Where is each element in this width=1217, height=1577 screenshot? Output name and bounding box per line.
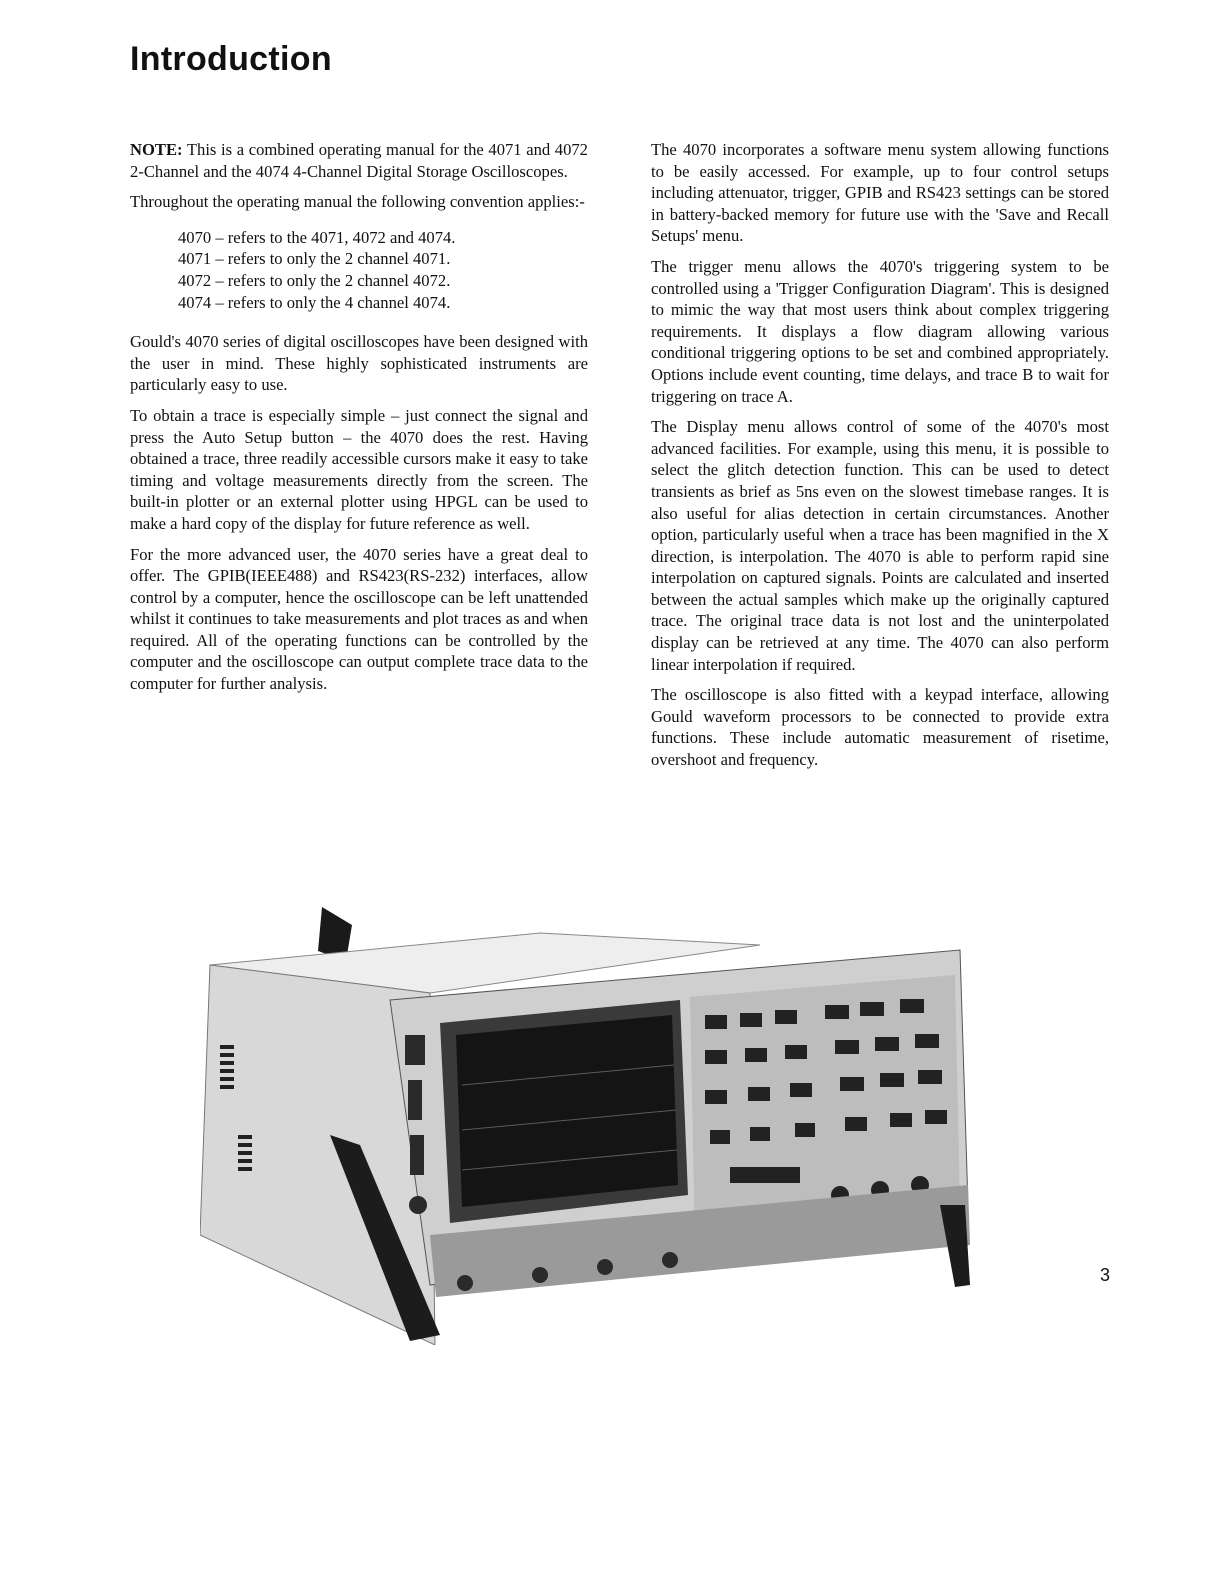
body-paragraph: The oscilloscope is also fitted with a keypad interface, allowing Gould waveform processors to be connected to provide extra functions. These include automatic measurement of risetime, overshoot and frequency. (651, 685, 1109, 770)
body-paragraph: Gould's 4070 series of digital oscilloscopes have been designed with the user in mind. These highly sophisticated instruments are particularly easy to use. (130, 332, 588, 395)
convention-list (178, 227, 588, 313)
right-column (651, 139, 1109, 780)
oscilloscope-photo (200, 905, 970, 1345)
list-item: 4070 – refers to the 4071, 4072 and 4074. (178, 227, 456, 247)
note-label: NOTE: (130, 140, 183, 159)
note-text: This is a combined operating manual for the 4071 and 4072 2-Channel and the 4074 4-Channel Digital Storage Oscilloscopes. (130, 140, 588, 181)
note-paragraph (130, 139, 588, 182)
page-title: Introduction (130, 40, 332, 78)
body-paragraph: For the more advanced user, the 4070 series have a great deal to offer. The GPIB(IEEE488) and RS423(RS-232) interfaces, allow control by a computer, hence the oscilloscope can be left unattended whilst it continues to take measurements and plot traces as and when required. All of the operating functions can be controlled by the computer and the oscilloscope can output complete trace data to the computer for further analysis. (130, 544, 588, 694)
list-item: 4071 – refers to only the 2 channel 4071. (178, 249, 451, 269)
body-paragraph: The trigger menu allows the 4070's triggering system to be controlled using a 'Trigger Configuration Diagram'. This is designed to mimic the way that most users think about complex triggering requirements. It displays a flow diagram allowing various conditional triggering options to be set and combined appropriately. Options include event counting, time delays, and trace B to wait for triggering on trace A. (651, 256, 1109, 406)
list-item: 4074 – refers to only the 4 channel 4074. (178, 292, 451, 312)
convention-intro: Throughout the operating manual the following convention applies:- (130, 192, 585, 212)
list-item: 4072 – refers to only the 2 channel 4072. (178, 270, 451, 290)
left-column (130, 139, 588, 704)
body-paragraph: The Display menu allows control of some of the 4070's most advanced facilities. For example, using this menu, it is possible to select the glitch detection function. This can be used to detect transients as brief as 5ns even on the slowest timebase ranges. It is also useful for alias detection in certain circumstances. Another option, particularly useful when a trace has been magnified in the X direction, is interpolation. The 4070 is able to perform rapid sine interpolation on captured signals. Points are calculated and inserted between the actual samples which make up the originally captured trace. The original trace data is not lost and the uninterpolated display can be retrieved at any time. The 4070 can also perform linear interpolation if required. (651, 417, 1109, 674)
body-paragraph: To obtain a trace is especially simple – just connect the signal and press the Auto Setup button – the 4070 does the rest. Having obtained a trace, three readily accessible cursors make it easy to take timing and voltage measurements directly from the screen. The built-in plotter or an external plotter using HPGL can be used to make a hard copy of the display for future reference as well. (130, 405, 588, 533)
body-paragraph: The 4070 incorporates a software menu system allowing functions to be easily accessed. For example, up to four control setups including attenuator, trigger, GPIB and RS423 settings can be stored in battery-backed memory for future use with the 'Save and Recall Setups' menu. (651, 140, 1109, 246)
page-number: 3 (1099, 1265, 1110, 1285)
